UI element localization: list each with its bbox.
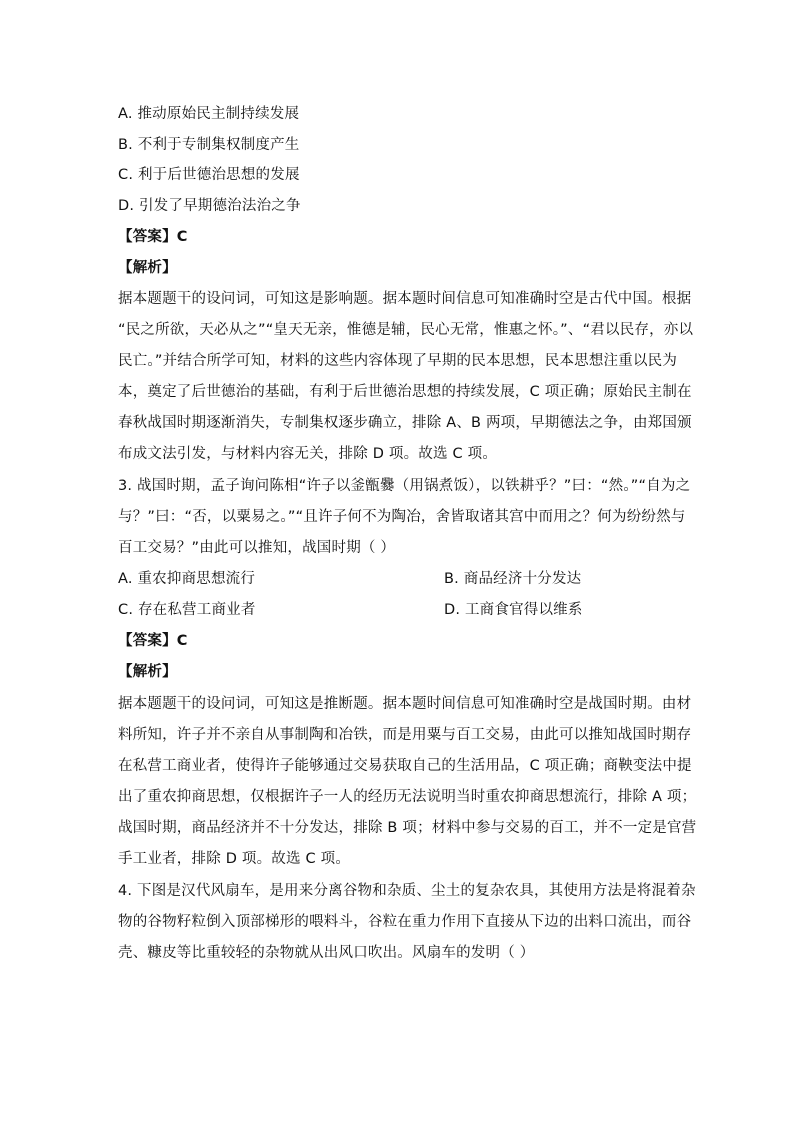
q3-analysis-line: 手工业者，排除 D 项。故选 C 项。	[118, 851, 351, 867]
q2-analysis-line: 民亡。”并结合所学可知，材料的这些内容体现了早期的民本思想，民本思想注重以民为	[118, 353, 678, 369]
q2-analysis-line: “民之所欲，天必从之”“皇天无亲，惟德是辅，民心无常，惟惠之怀。”、“君以民存，亦以	[118, 322, 694, 338]
q4-stem-line: 4. 下图是汉代风扇车，是用来分离谷物和杂质、尘土的复杂农具，其使用方法是将混着杂	[118, 883, 696, 899]
q3-analysis-line: 出了重农抑商思想，仅根据许子一人的经历无法说明当时重农抑商思想流行，排除 A 项；	[118, 789, 697, 805]
q3-analysis-line: 料所知，许子并不亲自从事制陶和冶铁，而是用粟与百工交易，由此可以推知战国时期存	[118, 727, 692, 743]
q2-option-d: D. 引发了早期德治法治之争	[118, 198, 301, 214]
q3-analysis-line: 战国时期，商品经济并不十分发达，排除 B 项；材料中参与交易的百工，并不一定是官营	[118, 820, 697, 836]
q3-answer: 【答案】C	[118, 633, 188, 649]
q2-analysis-line: 布成文法引发，与材料内容无关，排除 D 项。故选 C 项。	[118, 446, 498, 462]
q4-stem-line: 物的谷物籽粒倒入顶部梯形的喂料斗，谷粒在重力作用下直接从下边的出料口流出，而谷	[118, 914, 692, 930]
q2-analysis-line: 春秋战国时期逐渐消失，专制集权逐步确立，排除 A、B 两项，早期德法之争，由郑国颁	[118, 415, 692, 431]
q2-option-a: A. 推动原始民主制持续发展	[118, 106, 300, 122]
q3-option-a: A. 重农抑商思想流行	[118, 571, 256, 587]
q3-analysis-line: 据本题题干的设问词，可知这是推断题。据本题时间信息可知准确时空是战国时期。由材	[118, 696, 692, 712]
q3-option-d: D. 工商食官得以维系	[444, 602, 583, 618]
q3-stem-line: 百工交易？”由此可以推知，战国时期（ ）	[118, 540, 396, 556]
q2-analysis-line: 据本题题干的设问词，可知这是影响题。据本题时间信息可知准确时空是古代中国。根据	[118, 291, 692, 307]
q3-option-b: B. 商品经济十分发达	[444, 571, 582, 587]
q4-stem-line: 壳、糠皮等比重较轻的杂物就从出风口吹出。风扇车的发明（ ）	[118, 945, 535, 961]
q2-analysis-label: 【解析】	[118, 260, 177, 276]
q2-option-c: C. 利于后世德治思想的发展	[118, 167, 300, 183]
q3-stem-line: 与？”曰：“否，以粟易之。”“且许子何不为陶冶，舍皆取诸其宫中而用之？何为纷纷然与	[118, 509, 686, 525]
q3-analysis-label: 【解析】	[118, 664, 177, 680]
q3-analysis-line: 在私营工商业者，使得许子能够通过交易获取自己的生活用品，C 项正确；商鞅变法中提	[118, 758, 692, 774]
q2-analysis-line: 本，奠定了后世德治的基础，有利于后世德治思想的持续发展，C 项正确；原始民主制在	[118, 384, 692, 400]
q2-option-b: B. 不利于专制集权制度产生	[118, 137, 300, 153]
q2-answer: 【答案】C	[118, 229, 188, 245]
q3-stem-line: 3. 战国时期，孟子询问陈相“许子以釜甑爨（用锅煮饭），以铁耕乎？”曰：“然。”“自为之	[118, 478, 691, 494]
q3-option-c: C. 存在私营工商业者	[118, 602, 256, 618]
